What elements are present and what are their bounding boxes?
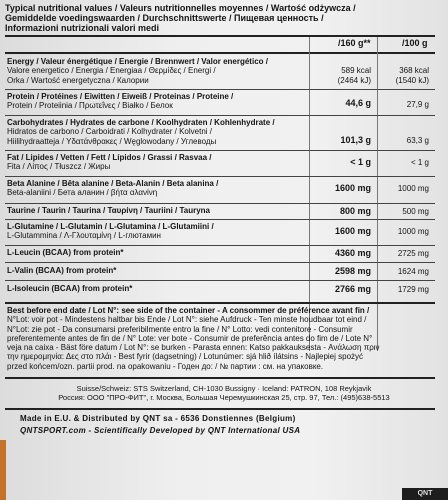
- value-per-100g: 27,9 g: [406, 100, 429, 109]
- value-per-100g: 368 kcal: [399, 66, 429, 75]
- best-before-text-span: Best before end date / Lot N°: see side of the container - A consommer de préférence avant fin /: [7, 306, 370, 315]
- value-per-serving: 2598 mg: [334, 266, 371, 276]
- best-before-line: preferentemente antes de fin de / N° Lote: ver bote - Consumir de preferência antes do fim de / Lote N°: [7, 333, 373, 343]
- website-line: QNTSPORT.com - Scientifically Developed by QNT International USA: [20, 426, 301, 435]
- row-label-text: L-Glutamine / L-Glutamin / L-Glutamina / L-Glutamiini /: [7, 222, 214, 231]
- row-label-text: Fat / Lipides / Vetten / Fett / Lípidos / Grassi / Rasvaa /: [7, 153, 212, 162]
- container-edge: [0, 440, 6, 500]
- row-label-text: Beta Alanine / Bêta alanine / Beta-Alanin / Beta alanina /: [7, 179, 219, 188]
- row-label-line: Beta-alaniini / Бета аланин / βήτα αλανίνη: [7, 188, 158, 198]
- table-row-energy: [5, 57, 435, 87]
- divider: [5, 280, 435, 281]
- value-per-serving: 589 kcal: [341, 66, 371, 75]
- row-label-text: Taurine / Taurin / Taurina / Ταυρίνη / Tauriini / Tauryna: [7, 206, 210, 215]
- row-label-line: [7, 92, 307, 101]
- header-line-2: Gemiddelde voedingswaarden / Durchschnittswerte / Пищевая ценность /: [5, 13, 324, 23]
- row-label: [7, 118, 307, 146]
- best-before-text: [7, 306, 435, 371]
- row-label-text: L-Valin (BCAA) from protein*: [7, 266, 117, 275]
- row-label-line: Protein / Proteiinia / Πρωτεΐνες / Białko / Белок: [7, 101, 173, 111]
- distributor-line: Россия: ООО "ПРО-ФИТ", г. Москва, Большая Черемушкинская 25, стр. 97, Тел.: (495)638-5513: [58, 393, 390, 403]
- distributor-line: Suisse/Schweiz: STS Switzerland, CH-1030 Bussigny · Iceland: PATRON, 108 Reykjavik: [76, 384, 372, 393]
- table-row-carbohydrates: [5, 118, 435, 148]
- table-row-l-valin: [5, 266, 435, 280]
- value-per-100g: 2725 mg: [397, 249, 429, 258]
- divider: [5, 245, 435, 246]
- row-label-line: Fita / Λίπος / Tłuszcz / Жиры: [7, 162, 111, 172]
- distributor-info: [0, 384, 448, 403]
- value-per-100g-kj: (1540 kJ): [395, 76, 429, 85]
- row-label-text: Protein / Protéines / Eiwitten / Eiweiß / Proteinas / Proteine /: [7, 92, 234, 101]
- divider: [5, 35, 435, 37]
- row-label-line: [7, 118, 307, 127]
- table-row-beta-alanine: [5, 179, 435, 201]
- row-label: [7, 153, 307, 172]
- table-row-taurine: [5, 206, 435, 218]
- table-row-protein: [5, 92, 435, 114]
- row-label-text: Carbohydrates / Hydrates de carbone / Koolhydraten / Kohlenhydrate /: [7, 118, 275, 127]
- best-before-line: [7, 306, 435, 315]
- value-per-serving: 101,3 g: [340, 135, 371, 145]
- manufacturer-line: Made in E.U. & Distributed by QNT sa - 6536 Donstiennes (Belgium): [20, 414, 296, 423]
- column-headers: [5, 36, 435, 50]
- column-per-serving: /160 g**: [338, 38, 371, 48]
- header-line-1: Typical nutritional values / Valeurs nutritionnelles moyennes / Wartość odżywcza /: [5, 3, 356, 13]
- row-label-line: Hidratos de carbono / Carboidrati / Kolhydrater / Kolvetni /: [7, 127, 212, 137]
- value-per-100g: 1729 mg: [397, 285, 429, 294]
- table-row-l-glutamine: [5, 222, 435, 244]
- best-before-line: N°Lot: voir pot - Mindestens haltbar bis Ende / Lot N°: siehe Aufdruck - Ten minste houdbaar tot eind /: [7, 315, 367, 325]
- value-per-100g: 63,3 g: [406, 136, 429, 145]
- value-per-100g: 500 mg: [402, 207, 429, 216]
- divider: [5, 150, 435, 151]
- value-per-serving: 800 mg: [339, 206, 371, 216]
- divider: [5, 115, 435, 116]
- divider: [5, 408, 435, 410]
- header-line-3: Informazioni nutrizionali valori medi: [5, 23, 160, 33]
- table-row-l-isoleucin: [5, 284, 435, 298]
- value-per-serving: 2766 mg: [334, 284, 371, 294]
- value-per-serving: < 1 g: [350, 157, 371, 167]
- value-per-100g: 1000 mg: [397, 227, 429, 236]
- value-per-serving: 1600 mg: [334, 226, 371, 236]
- value-per-100g: 1000 mg: [397, 184, 429, 193]
- row-label-text: L-Leucin (BCAA) from protein*: [7, 248, 124, 257]
- row-label-line: [7, 206, 307, 215]
- row-label: [7, 284, 307, 293]
- divider: [5, 203, 435, 204]
- row-label-text: L-Isoleucin (BCAA) from protein*: [7, 284, 133, 293]
- row-label-line: [7, 266, 307, 275]
- row-label: [7, 92, 307, 111]
- value-per-100g: < 1 g: [410, 158, 429, 167]
- column-per-100g: /100 g: [402, 38, 428, 48]
- row-label-line: [7, 57, 307, 66]
- row-label-line: Valore energetico / Energia / Energiaa / Θερμίδες / Energi /: [7, 66, 216, 76]
- row-label-line: L-Glutammina / Λ-Γλουταμίνη / L-глютамин: [7, 231, 161, 241]
- value-per-100g: 1624 mg: [397, 267, 429, 276]
- divider: [5, 262, 435, 263]
- divider: [5, 176, 435, 177]
- best-before-line: N°Lot: zie pot - Da consumarsi preferibilmente entro la fine / N° Lotto: vedi contenitore - Consumir: [7, 324, 353, 334]
- row-label-line: [7, 222, 307, 231]
- value-per-serving: 4360 mg: [334, 248, 371, 258]
- row-label-line: [7, 248, 307, 257]
- row-label: [7, 248, 307, 257]
- divider: [5, 302, 435, 304]
- nutrition-header: [5, 3, 356, 33]
- brand-badge: QNT: [402, 488, 448, 500]
- row-label: [7, 266, 307, 275]
- row-label-text: Energy / Valeur énergétique / Energie / Brennwert / Valor energético /: [7, 57, 268, 66]
- divider: [5, 89, 435, 90]
- row-label: [7, 57, 307, 85]
- divider: [5, 377, 435, 379]
- best-before-line: την ημερομηνία: Δες στο πλάι - Best fyrir (dagsetning) / Lotunúmer: sjá hlið ílátsins - Najlepiej spożyć: [7, 352, 364, 362]
- row-label-line: [7, 153, 307, 162]
- row-label: [7, 206, 307, 215]
- best-before-line: przed końcem/ozn. partii prod. na opakowaniu - Годен до: / № партии : см. на упаковке.: [7, 361, 324, 371]
- table-row-l-leucin: [5, 248, 435, 262]
- table-row-fat: [5, 153, 435, 175]
- value-per-serving: 1600 mg: [334, 183, 371, 193]
- divider: [5, 52, 435, 54]
- divider: [5, 219, 435, 220]
- row-label: [7, 179, 307, 198]
- row-label-line: [7, 179, 307, 188]
- row-label-line: Orka / Wartość energetyczna / Калории: [7, 75, 149, 85]
- best-before-line: veja na caixa - Bäst före datum / Lot N°: se burken - Parasta ennen: Katso pakkauksesta - Ανάλωση πριν: [7, 343, 380, 353]
- row-label-line: [7, 284, 307, 293]
- row-label-line: Hiilihydraatteja / Υδατάνθρακες / Węglowodany / Углеводы: [7, 136, 217, 146]
- value-per-serving-kj: (2464 kJ): [337, 76, 371, 85]
- row-label: [7, 222, 307, 241]
- value-per-serving: 44,6 g: [345, 98, 371, 108]
